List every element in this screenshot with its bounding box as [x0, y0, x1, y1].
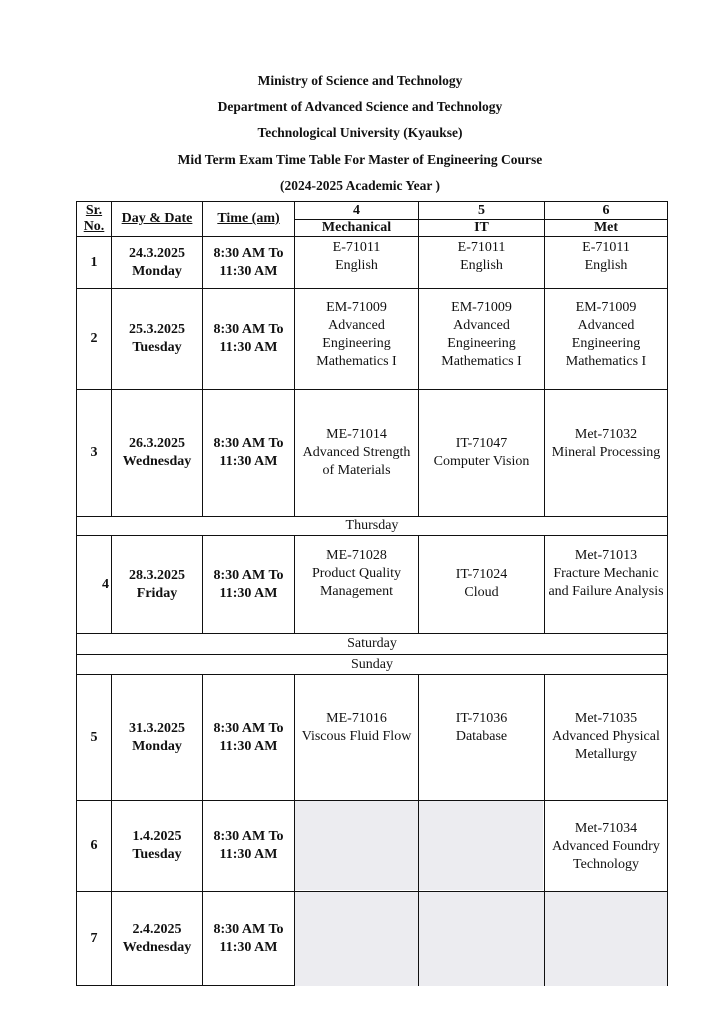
course-code: IT-71036	[455, 711, 508, 726]
course-name: English	[335, 258, 378, 273]
col-it-header: IT	[474, 220, 489, 235]
row5-time-start: 8:30 AM To	[213, 720, 284, 736]
break-row-sunday: Sunday	[351, 656, 393, 672]
course-name-line: of Materials	[322, 463, 391, 478]
course-name-line: Advanced	[453, 318, 510, 333]
col-met-header: Met	[593, 220, 619, 235]
row7-sr: 7	[90, 931, 98, 946]
row4-day-date	[112, 536, 202, 633]
col5-number: 5	[478, 202, 485, 218]
academic-year: (2024-2025 Academic Year )	[279, 178, 441, 193]
row3-it	[419, 435, 544, 515]
course-name-line: Advanced	[577, 318, 635, 333]
break-row-saturday: Saturday	[347, 636, 397, 651]
course-name-line: Mathematics I	[441, 354, 522, 369]
row2-mechanical	[295, 299, 418, 389]
row3-sr: 3	[90, 445, 98, 460]
ministry-title: Ministry of Science and Technology	[257, 73, 463, 88]
row2-time	[203, 289, 294, 389]
row6-time-start: 8:30 AM To	[213, 829, 284, 844]
row6-day: Tuesday	[132, 847, 182, 862]
course-name-line: Product Quality	[311, 566, 402, 581]
row2-it	[419, 299, 544, 389]
row5-time-end: 11:30 AM	[219, 738, 278, 754]
course-name: Computer Vision	[433, 454, 530, 469]
course-name: Viscous Fluid Flow	[301, 729, 412, 744]
row2-time-end: 11:30 AM	[219, 340, 278, 355]
row5-mechanical	[295, 710, 418, 800]
course-name-line: Mathematics I	[565, 354, 647, 369]
course-name: Cloud	[464, 585, 499, 600]
course-name-line: Engineering	[571, 336, 641, 351]
course-code: ME-71028	[326, 548, 387, 563]
course-name-line: Advanced Physical	[552, 729, 660, 744]
course-code: Met-71034	[574, 821, 638, 836]
course-name-line: Engineering	[447, 336, 516, 351]
course-name-line: Management	[319, 584, 394, 599]
course-name: English	[584, 258, 628, 273]
row7-day-date	[112, 892, 202, 986]
exam-timetable	[76, 201, 668, 986]
row4-time	[203, 536, 294, 633]
row6-sr: 6	[90, 838, 98, 853]
course-code: E-71011	[457, 240, 506, 255]
course-code: ME-71016	[326, 711, 387, 726]
row1-day: Monday	[132, 263, 182, 279]
course-code: Met-71013	[574, 548, 638, 563]
row7-time	[203, 892, 294, 986]
row6-time-end: 11:30 AM	[219, 847, 278, 862]
course-code: EM-71009	[451, 300, 512, 315]
row6-time	[203, 801, 294, 891]
row3-day-date	[112, 390, 202, 516]
break-row-thursday: Thursday	[345, 518, 399, 533]
row3-time	[203, 390, 294, 516]
day-date-header	[112, 202, 202, 236]
row7-time-start: 8:30 AM To	[213, 922, 284, 937]
row4-time-end: 11:30 AM	[219, 585, 278, 601]
course-name: Mineral Processing	[551, 445, 661, 460]
col-mechanical-header: Mechanical	[321, 220, 392, 235]
course-name-line: and Failure Analysis	[548, 584, 664, 599]
time-header-label: Time (am)	[217, 211, 280, 226]
col4-number: 4	[353, 202, 360, 218]
course-code: IT-71024	[455, 567, 508, 582]
course-code: E-71011	[582, 240, 630, 255]
row6-day-date	[112, 801, 202, 891]
course-name-line: Fracture Mechanic	[553, 566, 659, 581]
row3-time-end: 11:30 AM	[219, 454, 278, 469]
row7-time-end: 11:30 AM	[219, 940, 278, 955]
row2-date: 25.3.2025	[129, 322, 185, 337]
row3-day: Wednesday	[122, 454, 192, 469]
row2-met	[545, 299, 667, 389]
row1-time	[203, 237, 294, 288]
sr-header-top: Sr.	[85, 203, 103, 218]
course-code: Met-71035	[574, 711, 638, 726]
row3-met	[545, 426, 667, 516]
row5-it	[419, 710, 544, 800]
row6-date: 1.4.2025	[132, 829, 182, 844]
row2-sr: 2	[90, 331, 98, 346]
row1-mechanical	[295, 239, 418, 288]
row4-mechanical	[295, 547, 418, 633]
empty-cell	[295, 892, 667, 986]
course-code: EM-71009	[326, 300, 387, 315]
row1-time-end: 11:30 AM	[219, 263, 278, 279]
time-header	[203, 202, 294, 236]
row4-date: 28.3.2025	[129, 567, 185, 583]
row4-it	[419, 566, 544, 632]
row4-met	[545, 547, 667, 633]
row7-date: 2.4.2025	[132, 922, 182, 937]
course-code: IT-71047	[455, 436, 508, 451]
row5-date: 31.3.2025	[129, 720, 185, 736]
row2-day: Tuesday	[132, 340, 182, 355]
row2-day-date	[112, 289, 202, 389]
course-name-line: Advanced	[328, 318, 385, 333]
row4-day: Friday	[136, 585, 178, 601]
sr-header-bottom: No.	[83, 219, 105, 234]
row1-met	[545, 239, 667, 288]
row1-sr: 1	[90, 254, 98, 270]
row3-date: 26.3.2025	[129, 436, 185, 451]
university-title: Technological University (Kyaukse)	[257, 125, 463, 140]
row4-sr: 4	[102, 576, 109, 592]
row5-day-date	[112, 675, 202, 800]
row7-day: Wednesday	[122, 940, 192, 955]
row2-time-start: 8:30 AM To	[213, 322, 284, 337]
course-name-line: Metallurgy	[575, 747, 637, 762]
course-name-line: Advanced Foundry	[552, 839, 660, 854]
course-name-line: Technology	[573, 857, 639, 872]
sr-no-header	[77, 202, 111, 236]
row5-met	[545, 710, 667, 800]
course-code: E-71011	[332, 240, 381, 255]
course-name-line: Mathematics I	[316, 354, 397, 369]
row3-time-start: 8:30 AM To	[213, 436, 284, 451]
row5-day: Monday	[132, 738, 182, 754]
course-code: EM-71009	[575, 300, 637, 315]
day-date-header-label: Day & Date	[121, 211, 193, 226]
col6-number: 6	[602, 202, 610, 218]
course-code: Met-71032	[574, 427, 638, 442]
timetable-title: Mid Term Exam Time Table For Master of Engineering Course	[177, 152, 543, 167]
row4-time-start: 8:30 AM To	[213, 567, 284, 583]
empty-cell	[295, 801, 543, 890]
row6-met	[545, 820, 667, 890]
course-code: ME-71014	[326, 427, 387, 442]
row1-time-start: 8:30 AM To	[213, 245, 284, 261]
row1-day-date	[112, 237, 202, 288]
row1-date: 24.3.2025	[129, 245, 185, 261]
course-name: Database	[455, 729, 508, 744]
row5-sr: 5	[90, 729, 98, 745]
course-name-line: Engineering	[322, 336, 391, 351]
row3-mechanical	[295, 426, 418, 516]
row1-it	[419, 239, 544, 288]
row5-time	[203, 675, 294, 800]
course-name-line: Advanced Strength	[302, 445, 411, 460]
course-name: English	[460, 258, 503, 273]
department-title: Department of Advanced Science and Technology	[217, 99, 503, 114]
